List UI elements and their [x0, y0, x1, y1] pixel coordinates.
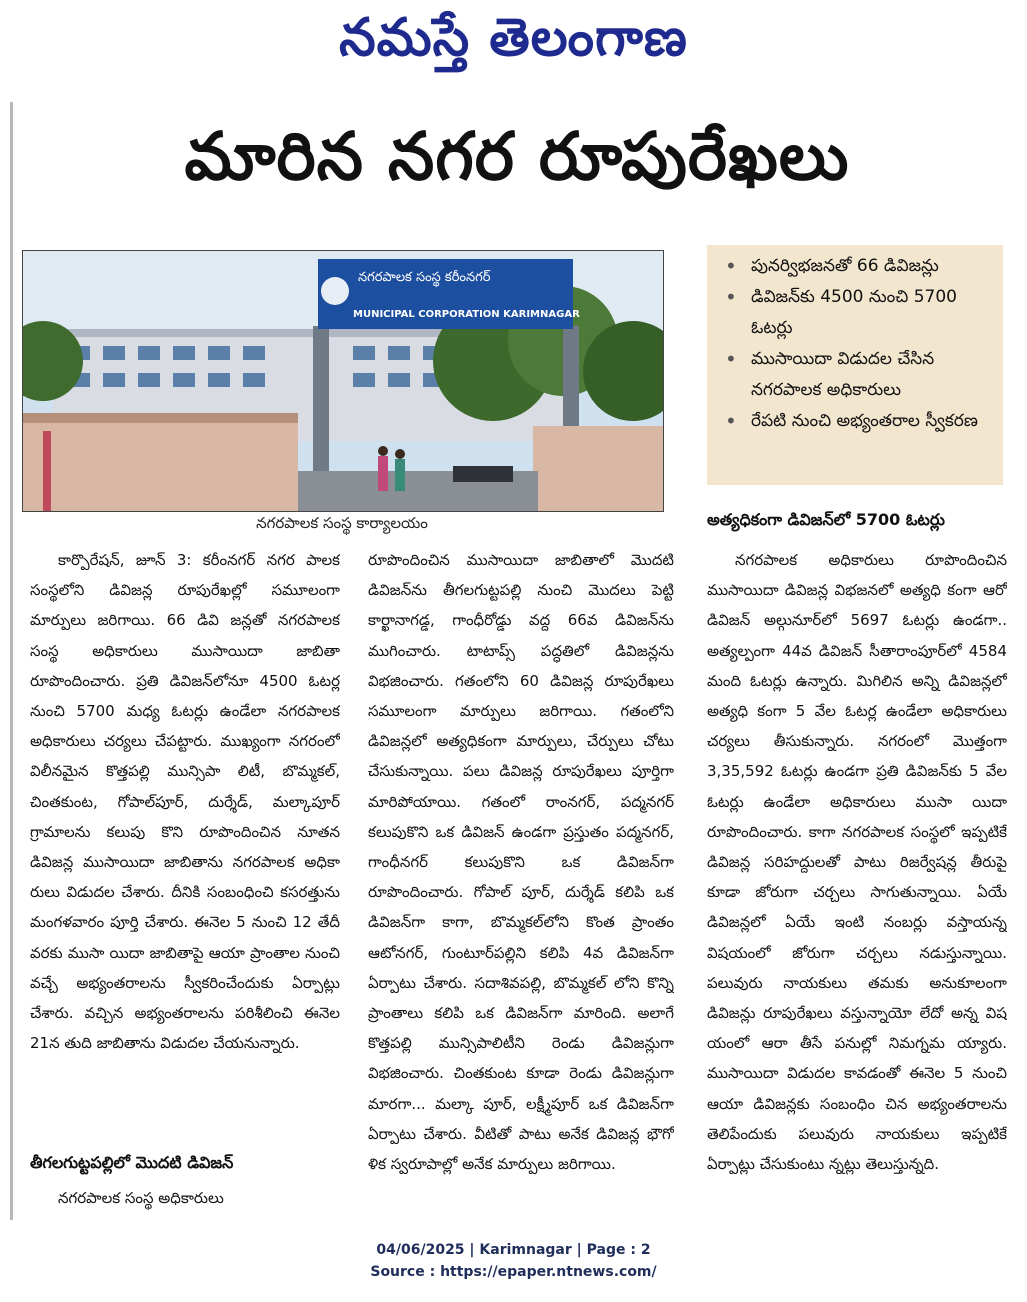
- footer-source-line: Source : https://epaper.ntnews.com/: [370, 1264, 657, 1280]
- column-2-body: రూపొందించిన ముసాయిదా జాబితాలో మొదటి డివిజన్‌ను తీగలగుట్టపల్లి నుంచి మొదలు పెట్టి కార్ఖానాగడ్డ, గాంధీరోడ్డు వద్ద 66వ డివిజన్‌ను ముగించారు. టాటాప్స్ పద్ధతిలో డివిజన్లను విభజించారు. గతంలోని 60 డివిజన్ల రూపురేఖలు సమూలంగా మార్పులు జరిగాయి. గతంలోని డివిజన్లలో అత్యధికంగా మార్పులు, చేర్పులు చోటు చేసుకున్నాయి. పలు డివిజన్ల రూపురేఖలు పూర్తిగా మారిపోయాయి. గతంలో రాంనగర్, పద్మనగర్ కలుపుకొని ఒక డివిజన్ ఉండగా ప్రస్తుతం పద్మనగర్, గాంధీనగర్ కలుపుకొని ఒక డివిజన్‌గా రూపొందించారు. గోపాల్ పూర్, దుర్శేడ్ కలిపి ఒక డివిజన్‌గా కాగా, బొమ్మకల్‌లోని కొంత ప్రాంతం ఆటోనగర్, గుంటూర్‌పల్లిని కలిపి 4వ డివిజన్‌గా ఏర్పాటు చేశారు. సదాశివపల్లి, బొమ్మకల్ లోని కొన్ని ప్రాంతాలు కలిపి ఒక డివిజన్‌గా మారింది. అలాగే కొత్తపల్లి మున్సిపాలిటీని రెండు డివిజన్లుగా విభజించారు. చింతకుంట కూడా రెండు డివిజన్లుగా మారగా... మల్కా పూర్, లక్ష్మీపూర్ ఒక డివిజన్‌గా ఏర్పాటు చేశారు. వీటితో పాటు అనేక డివిజన్ల భౌగో ళిక స్వరూపాల్లో అనేక మార్పులు జరిగాయి.: [368, 551, 674, 1174]
- column-1-body: కార్పొరేషన్, జూన్ 3: కరీంనగర్ నగర పాలక సంస్థలోని డివిజన్ల రూపురేఖల్లో సమూలంగా మార్పులు జరిగాయి. 66 డివి జన్లతో నగరపాలక సంస్థ అధికారులు ముసాయిదా జాబితా రూపొందించారు. ప్రతి డివిజన్‌లోనూ 4500 ఓటర్ల నుంచి 5700 మధ్య ఓటర్లు ఉండేలా నగరపాలక అధికారులు చర్యలు చేపట్టారు. ముఖ్యంగా నగరంలో విలీనమైన కొత్తపల్లి మున్సిపా లిటీ, బొమ్మకల్, చింతకుంట, గోపాల్‌పూర్, దుర్శేడ్, మల్కాపూర్ గ్రామాలను కలుపు కొని రూపొందించిన నూతన డివిజన్ల ముసాయిదా జాబితాను నగరపాలక అధికా రులు విడుదల చేశారు. దీనికి సంబంధించి కసరత్తును మంగళవారం పూర్తి చేశారు. ఈనెల 5 నుంచి 12 తేదీ వరకు ముసా యిదా జాబితాపై ఆయా ప్రాంతాల నుంచి వచ్చే అభ్యంతరాలను స్వీకరించేందుకు ఏర్పాట్లు చేశారు. వచ్చిన అభ్యంతరాలను పరిశీలించి ఈనెల 21న తుది జాబితాను విడుదల చేయనున్నారు.: [30, 551, 340, 1053]
- highlight-item: • ముసాయిదా విడుదల చేసిన నగరపాలక అధికారులు: [721, 344, 1003, 406]
- article-column-3: [707, 545, 1007, 1217]
- column-1-tail-text: నగరపాలక సంస్థ అధికారులు: [58, 1189, 224, 1207]
- masthead-logo: నమస్తే తెలంగాణ: [339, 8, 688, 68]
- subhead-left: తీగలగుట్టపల్లిలో మొదటి డివిజన్: [30, 1153, 234, 1172]
- highlight-item: • రేపటి నుంచి అభ్యంతరాల స్వీకరణ: [721, 406, 1003, 437]
- left-column-rule: [10, 102, 13, 1220]
- highlight-item: • పునర్విభజనతో 66 డివిజన్లు: [721, 251, 1003, 282]
- article-headline: మారిన నగర రూపురేఖలు: [184, 118, 850, 195]
- article-column-2: [368, 545, 674, 1217]
- column-3-body: నగరపాలక అధికారులు రూపొందించిన ముసాయిదా డివిజన్ల విభజనలో అత్యధి కంగా ఆరో డివిజన్ అల్గునూర్‌లో 5697 ఓటర్లు ఉండగా.. అత్యల్పంగా 44వ డివిజన్ సీతారాంపూర్‌లో 4584 మంది ఓటర్లు ఉన్నారు. మిగిలిన అన్ని డివిజన్లలో అత్యధి కంగా 5 వేల ఓటర్ల ఉండేలా అధికారులు చర్యలు తీసుకున్నారు. నగరంలో మొత్తంగా 3,35,592 ఓటర్లు ఉండగా ప్రతి డివిజన్‌కు 5 వేల ఓటర్లు ఉండేలా అధికారులు ముసా యిదా రూపొందించారు. కాగా నగరపాలక సంస్థలో ఇప్పటికే డివిజన్ల సరిహద్దులతో పాటు రిజర్వేషన్ల తీరుపై కూడా జోరుగా చర్చలు సాగుతున్నాయి. ఏయే డివిజన్లలో ఏయే ఇంటి నంబర్లు వస్తాయన్న విషయంలో జోరుగా చర్చలు నడుస్తున్నాయి. పలువురు నాయకులు తమకు అనుకూలంగా డివిజన్లు రూపురేఖలు వస్తున్నాయో లేదో అన్న విష యంలో ఆరా తీసే పనుల్లో నిమగ్నమ య్యారు. ముసాయిదా విడుదల కావడంతో ఈనెల 5 నుంచి ఆయా డివిజన్లకు సంబంధిం చిన అభ్యంతరాలను తెలిపేందుకు పలువురు నాయకులు ఇప్పటికే ఏర్పాట్లు చేసుకుంటు న్నట్లు తెలుస్తున్నది.: [707, 551, 1007, 1174]
- sign-telugu-text: నగరపాలక సంస్థ కరీంనగర్: [358, 270, 491, 285]
- article-column-1-tail: [30, 1183, 340, 1215]
- article-photo: [22, 250, 664, 512]
- article-column-1: [30, 545, 340, 1130]
- highlights-box: [707, 245, 1003, 485]
- subhead-right: అత్యధికంగా డివిజన్‌లో 5700 ఓటర్లు: [707, 510, 945, 529]
- photo-caption: నగరపాలక సంస్థ కార్యాలయం: [256, 514, 428, 532]
- highlight-item: • డివిజన్‌కు 4500 నుంచి 5700 ఓటర్లు: [721, 282, 1003, 344]
- sign-english-text: MUNICIPAL CORPORATION KARIMNAGAR: [353, 309, 580, 320]
- footer-date-line: 04/06/2025 | Karimnagar | Page : 2: [376, 1242, 651, 1258]
